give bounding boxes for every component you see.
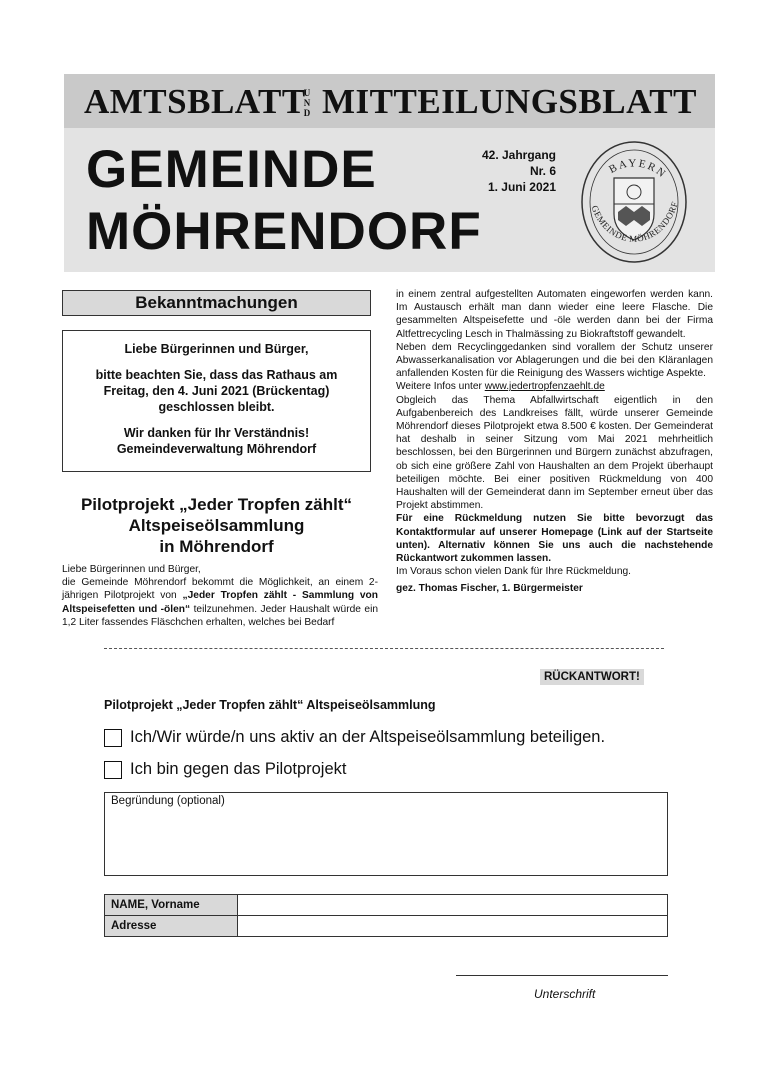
article-info-line [396,380,713,393]
notice-greeting: Liebe Bürgerinnen und Bürger, [124,342,309,356]
article-body-right [396,288,713,596]
masthead-title-right: MITTEILUNGSBLATT [322,82,697,121]
notice-text: bitte beachten Sie, dass das Rathaus am Freitag, den 4. Juni 2021 (Brückentag) geschlossen bleibt. [95,368,338,414]
article-greeting: Liebe Bürgerinnen und Bürger, [62,564,201,575]
signature-label: Unterschrift [534,987,596,1001]
article-paragraph-4: Obgleich das Thema Abfallwirtschaft eigentlich in den Aufgabenbereich des Landkreises fällt, würde unserer Gemeinde Möhrendorf dieses Pilotprojekt etwa 8.500 € kosten. Der Gemeinderat hat deshalb in seiner Sitzung vom Mai 2021 mehrheitlich beschlossen, bei den Bürgerinnen und Bürgern zunächst abzufragen, ob sich eine größere Zahl von Haushalten an dem Projekt überhaupt beteiligen möchte. Bei einer positiven Rückmeldung von 400 Haushalten will der Gemeinderat dann im September erneut über das Projekt abstimmen. [396,394,713,512]
signature-line[interactable] [456,975,668,976]
reason-label: Begründung (optional) [111,795,225,807]
option-no-row[interactable] [104,760,346,779]
article-paragraph-1 [62,576,378,629]
name-label: NAME, Vorname [105,895,238,916]
option-yes-checkbox[interactable] [104,729,122,747]
article-paragraph-5: Für eine Rückmeldung nutzen Sie bitte bevorzugt das Kontaktformular auf unserer Homepage (Link auf der Startseite unten). Alternativ können Sie uns auch die nachstehende Rückantwort zukommen lassen. [396,513,713,565]
issue-number: Nr. 6 [529,164,556,178]
article-paragraph-2: in einem zentral aufgestellten Automaten eingeworfen werden kann. Im Austausch erhält man dann wieder eine leere Flasche. Die gesammelten Altspeisefette und -öle werden dann bei der Firma Altfettrecycling Lesch in Thalmässing zu Biokraftstoff gewandelt. [396,289,713,340]
table-row [105,916,668,937]
closure-notice [62,330,371,472]
municipality-name-line2: MÖHRENDORF [86,202,482,261]
contact-table [104,894,668,937]
article-headline-line2: Altspeiseölsammlung [128,516,305,535]
article-paragraph-6: Im Voraus schon vielen Dank für Ihre Rückmeldung. [396,566,631,578]
form-title: Pilotprojekt „Jeder Tropfen zählt“ Altspeiseölsammlung [104,698,436,712]
info-link[interactable]: www.jedertropfenzaehlt.de [484,381,605,393]
notice-sender: Gemeindeverwaltung Möhrendorf [116,442,317,456]
section-heading: Bekanntmachungen [62,290,371,316]
mayor-signature: gez. Thomas Fischer, 1. Bürgermeister [396,583,583,595]
masthead-title-und: U N D [303,88,311,118]
article-p1-rest: teilzunehmen. Jeder Haushalt würde ein 1,2 Liter fassendes Fläschchen erhalten, welches bei Bedarf [62,603,378,628]
name-field[interactable] [238,895,668,916]
article-headline-line1: Pilotprojekt „Jeder Tropfen zählt“ [80,495,353,514]
masthead-title-left: AMTSBLATT [84,82,306,121]
article-p1-text: die Gemeinde Möhrendorf bekommt die Möglichkeit, an einem 2-jährigen Pilotprojekt von [62,577,378,602]
notice-thanks: Wir danken für Ihr Verständnis! [123,426,310,440]
option-yes-label: Ich/Wir würde/n uns aktiv an der Altspeiseölsammlung beteiligen. [130,728,606,746]
article-headline [62,494,371,557]
option-no-checkbox[interactable] [104,761,122,779]
svg-text:GEMEINDE MÖHRENDORF: GEMEINDE MÖHRENDORF [589,200,680,244]
article-paragraph-3: Neben dem Recyclinggedanken sind vorallem der Schutz unserer Abwasserkanalisation vor Ablagerungen und die bei den Kläranlagen anfallenden Kosten für die Reinigung des Wassers wichtige Aspekte. [396,341,713,380]
option-no-label: Ich bin gegen das Pilotprojekt [130,760,347,778]
address-field[interactable] [238,916,668,937]
svg-text:BAYERN: BAYERN [607,157,669,182]
issue-meta [476,147,556,195]
option-yes-row[interactable] [104,728,605,747]
reply-badge: RÜCKANTWORT! [540,669,644,685]
table-row [105,895,668,916]
cut-line [104,648,664,649]
article-headline-line3: in Möhrendorf [159,537,274,556]
municipal-seal-icon [580,140,688,264]
issue-volume: 42. Jahrgang [481,148,556,162]
reason-field[interactable] [104,792,668,876]
info-label: Weitere Infos unter [396,381,485,393]
article-body-left [62,563,378,629]
article-p1-bold: „Jeder Tropfen zählt - Sammlung von Altspeisefetten und -ölen“ [62,590,378,615]
municipality-name-line1: GEMEINDE [86,140,377,199]
issue-date: 1. Juni 2021 [487,180,556,194]
address-label: Adresse [105,916,238,937]
